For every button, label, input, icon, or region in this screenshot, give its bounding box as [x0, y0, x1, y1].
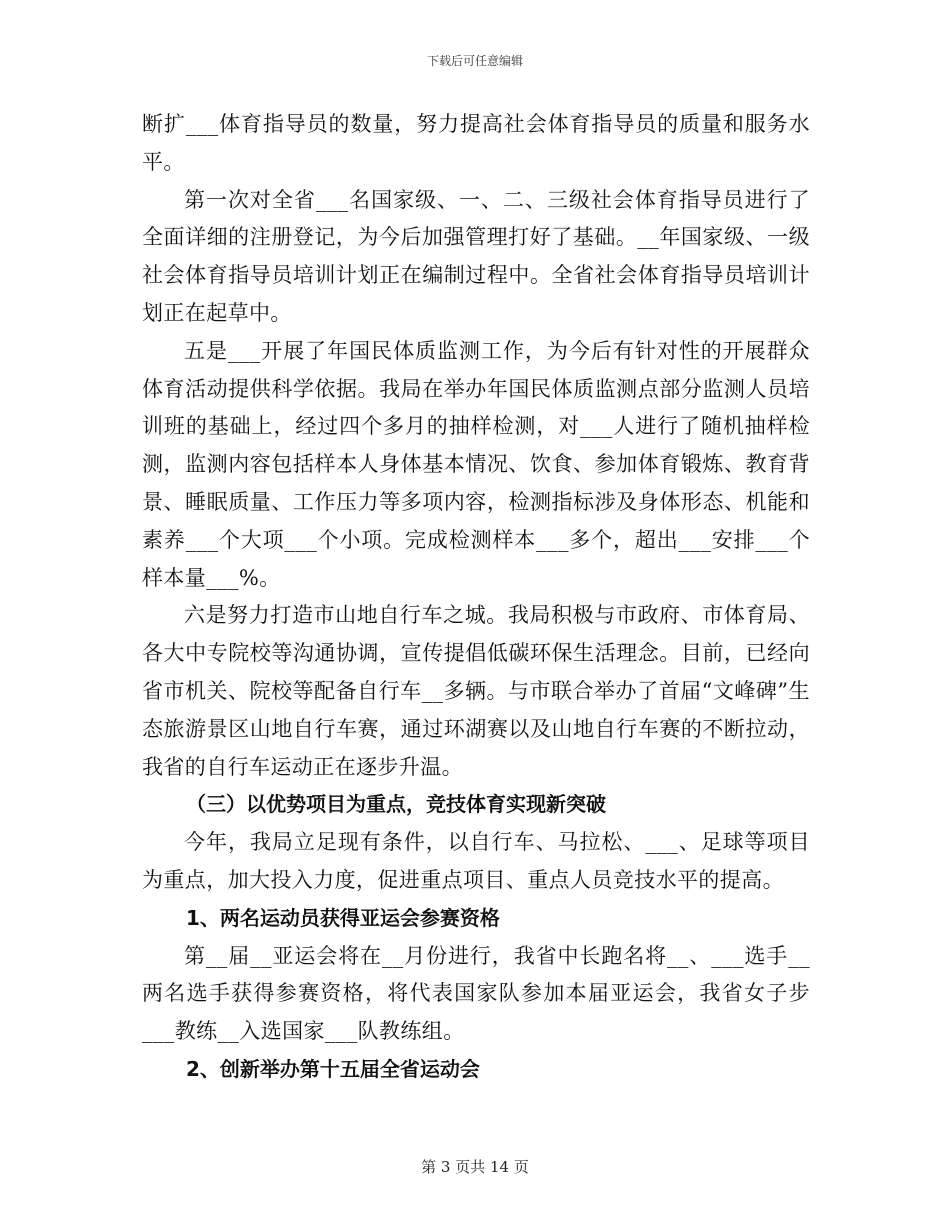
paragraph-5: 今年，我局立足现有条件，以自行车、马拉松、___、足球等项目为重点，加大投入力度，促进重点项目、重点人员竞技水平的提高。 — [142, 830, 810, 892]
page-footer: 第 3 页共 14 页 — [421, 1158, 529, 1176]
document-body — [142, 106, 810, 1089]
paragraph-1: 断扩___体育指导员的数量，努力提高社会体育指导员的质量和服务水平。 — [142, 112, 810, 174]
subheading-2: 2、创新举办第十五届全省运动会 — [186, 1056, 480, 1081]
subheading-1: 1、两名运动员获得亚运会参赛资格 — [186, 905, 500, 930]
paragraph-3: 五是___开展了年国民体质监测工作，为今后有针对性的开展群众体育活动提供科学依据。我局在举办年国民体质监测点部分监测人员培训班的基础上，经过四个多月的抽样检测，对___人进行了随机抽样检测，监测内容包括样本人身体基本情况、饮食、参加体育锻炼、教育背景、睡眠质量、工作压力等多项内容，检测指标涉及身体形态、机能和素养___个大项___个小项。完成检测样本___多个，超出___安排___个样本量___%。 — [142, 338, 810, 590]
section-heading-3: （三）以优势项目为重点，竞技体育实现新突破 — [186, 792, 606, 817]
paragraph-4: 六是努力打造市山地自行车之城。我局积极与市政府、市体育局、各大中专院校等沟通协调，宣传提倡低碳环保生活理念。目前，已经向省市机关、院校等配备自行车__多辆。与市联合举办了首届“文峰碑”生态旅游景区山地自行车赛，通过环湖赛以及山地自行车赛的不断拉动，我省的自行车运动正在逐步升温。 — [142, 603, 810, 779]
paragraph-6: 第__届__亚运会将在__月份进行，我省中长跑名将__、___选手__两名选手获得参赛资格，将代表国家队参加本届亚运会，我省女子步___教练__入选国家___队教练组。 — [142, 943, 810, 1044]
page-header: 下载后可任意编辑 — [426, 54, 523, 68]
paragraph-2: 第一次对全省___名国家级、一、二、三级社会体育指导员进行了全面详细的注册登记，为今后加强管理打好了基础。__年国家级、一级社会体育指导员培训计划正在编制过程中。全省社会体育指导员培训计划正在起草中。 — [142, 187, 810, 325]
